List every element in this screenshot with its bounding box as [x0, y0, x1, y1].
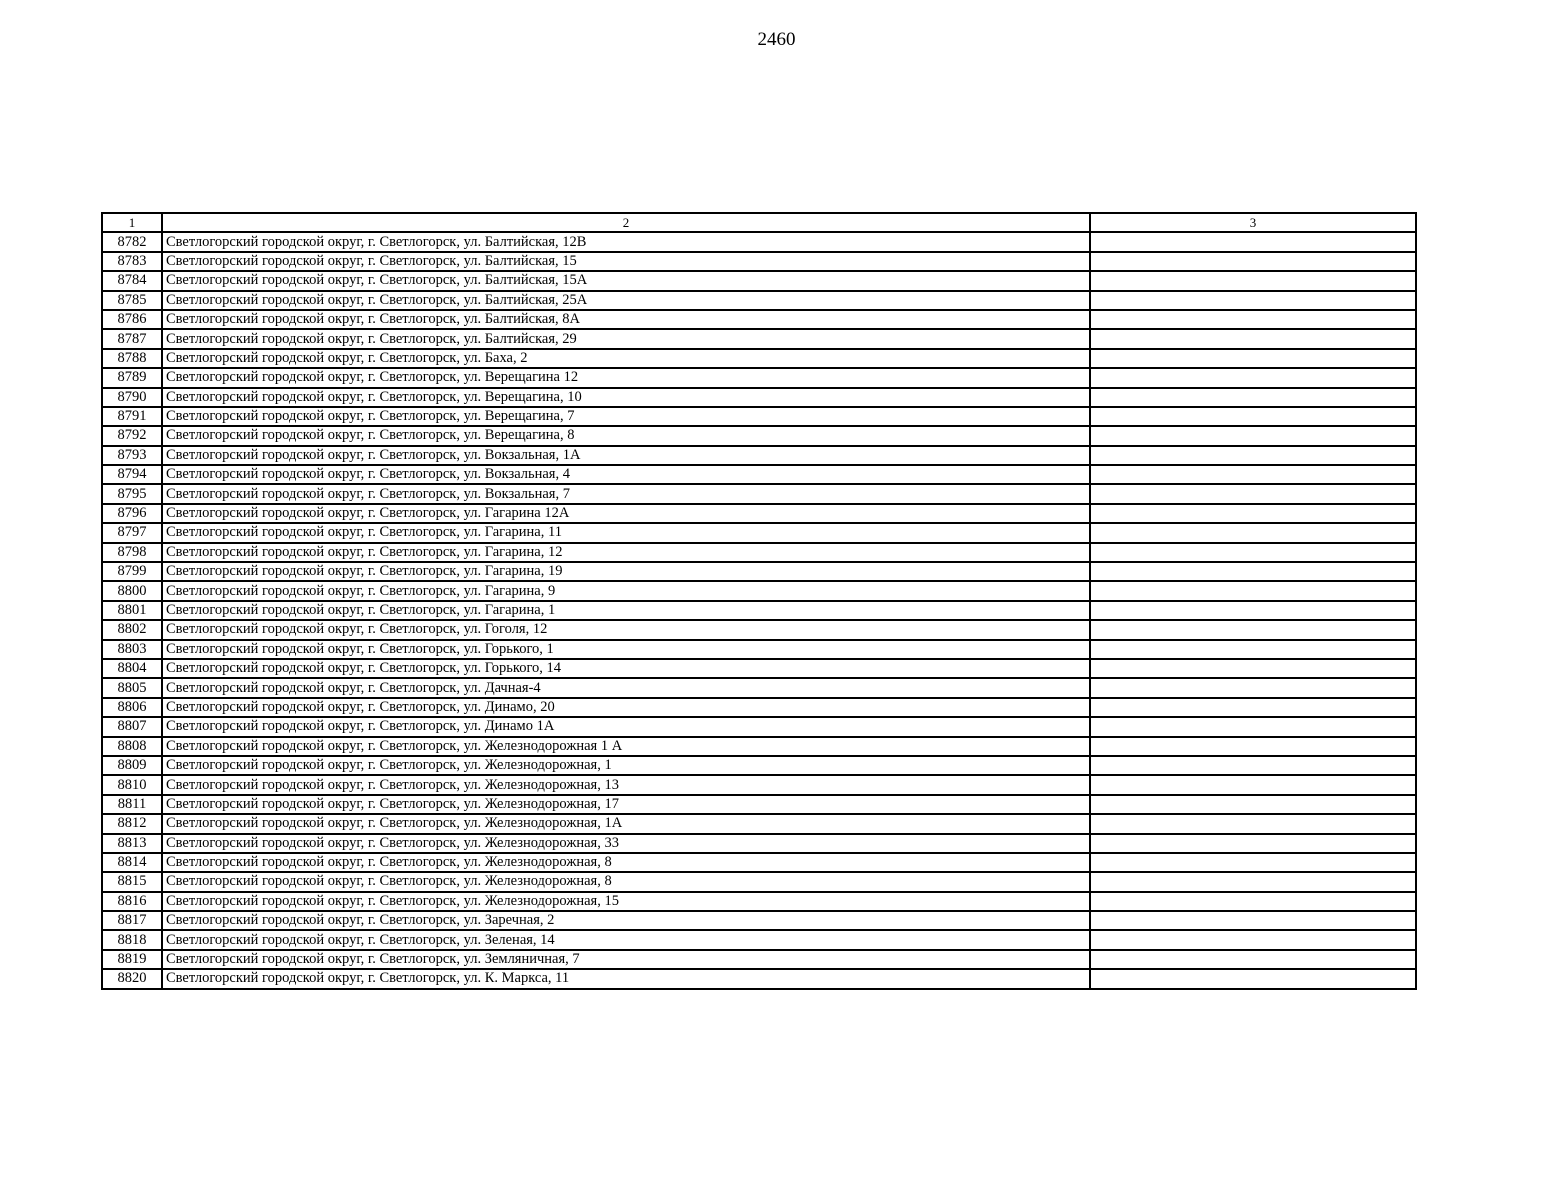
- note-cell: [1090, 581, 1416, 600]
- note-cell: [1090, 446, 1416, 465]
- table-row: [102, 892, 1416, 911]
- row-number-cell: 8805: [102, 678, 162, 697]
- note-cell: [1090, 950, 1416, 969]
- address-cell: Светлогорский городской округ, г. Светлогорск, ул. Гагарина, 1: [162, 601, 1090, 620]
- note-cell: [1090, 601, 1416, 620]
- row-number-cell: 8806: [102, 698, 162, 717]
- page-number: 2460: [757, 29, 796, 50]
- note-cell: [1090, 232, 1416, 251]
- table-row: [102, 368, 1416, 387]
- address-cell: Светлогорский городской округ, г. Светлогорск, ул. Верещагина, 10: [162, 388, 1090, 407]
- address-cell: Светлогорский городской округ, г. Светлогорск, ул. Гагарина, 19: [162, 562, 1090, 581]
- address-cell: Светлогорский городской округ, г. Светлогорск, ул. Гагарина 12А: [162, 504, 1090, 523]
- address-cell: Светлогорский городской округ, г. Светлогорск, ул. Вокзальная, 4: [162, 465, 1090, 484]
- table-row: [102, 504, 1416, 523]
- table-row: [102, 853, 1416, 872]
- note-cell: [1090, 698, 1416, 717]
- table-row: [102, 814, 1416, 833]
- address-cell: Светлогорский городской округ, г. Светлогорск, ул. Верещагина, 7: [162, 407, 1090, 426]
- row-number-cell: 8800: [102, 581, 162, 600]
- table-row: [102, 232, 1416, 251]
- header-row: [102, 213, 1416, 232]
- table-row: [102, 426, 1416, 445]
- address-cell: Светлогорский городской округ, г. Светлогорск, ул. Гоголя, 12: [162, 620, 1090, 639]
- note-cell: [1090, 562, 1416, 581]
- table-row: [102, 717, 1416, 736]
- table-row: [102, 620, 1416, 639]
- address-cell: Светлогорский городской округ, г. Светлогорск, ул. Железнодорожная, 8: [162, 853, 1090, 872]
- row-number-cell: 8811: [102, 795, 162, 814]
- table-row: [102, 698, 1416, 717]
- table-row: [102, 678, 1416, 697]
- note-cell: [1090, 659, 1416, 678]
- note-cell: [1090, 717, 1416, 736]
- note-cell: [1090, 543, 1416, 562]
- address-cell: Светлогорский городской округ, г. Светлогорск, ул. Балтийская, 29: [162, 329, 1090, 348]
- address-cell: Светлогорский городской округ, г. Светлогорск, ул. Вокзальная, 1А: [162, 446, 1090, 465]
- address-cell: Светлогорский городской округ, г. Светлогорск, ул. Зеленая, 14: [162, 930, 1090, 949]
- address-cell: Светлогорский городской округ, г. Светлогорск, ул. Заречная, 2: [162, 911, 1090, 930]
- row-number-cell: 8788: [102, 349, 162, 368]
- table-row: [102, 930, 1416, 949]
- table-row: [102, 911, 1416, 930]
- note-cell: [1090, 465, 1416, 484]
- row-number-cell: 8807: [102, 717, 162, 736]
- address-cell: Светлогорский городской округ, г. Светлогорск, ул. Железнодорожная, 1: [162, 756, 1090, 775]
- row-number-cell: 8798: [102, 543, 162, 562]
- note-cell: [1090, 426, 1416, 445]
- address-cell: Светлогорский городской округ, г. Светлогорск, ул. Железнодорожная 1 А: [162, 737, 1090, 756]
- note-cell: [1090, 853, 1416, 872]
- note-cell: [1090, 834, 1416, 853]
- row-number-cell: 8782: [102, 232, 162, 251]
- column-header-2: 2: [162, 213, 1090, 232]
- note-cell: [1090, 368, 1416, 387]
- address-cell: Светлогорский городской округ, г. Светлогорск, ул. Балтийская, 12В: [162, 232, 1090, 251]
- note-cell: [1090, 523, 1416, 542]
- row-number-cell: 8814: [102, 853, 162, 872]
- row-number-cell: 8799: [102, 562, 162, 581]
- address-cell: Светлогорский городской округ, г. Светлогорск, ул. Балтийская, 15: [162, 252, 1090, 271]
- note-cell: [1090, 640, 1416, 659]
- row-number-cell: 8785: [102, 291, 162, 310]
- note-cell: [1090, 329, 1416, 348]
- table-row: [102, 329, 1416, 348]
- note-cell: [1090, 678, 1416, 697]
- row-number-cell: 8795: [102, 484, 162, 503]
- row-number-cell: 8815: [102, 872, 162, 891]
- note-cell: [1090, 407, 1416, 426]
- note-cell: [1090, 484, 1416, 503]
- table-row: [102, 795, 1416, 814]
- row-number-cell: 8816: [102, 892, 162, 911]
- table-row: [102, 465, 1416, 484]
- address-cell: Светлогорский городской округ, г. Светлогорск, ул. Железнодорожная, 13: [162, 775, 1090, 794]
- note-cell: [1090, 252, 1416, 271]
- table-row: [102, 523, 1416, 542]
- table-row: [102, 252, 1416, 271]
- table-row: [102, 737, 1416, 756]
- row-number-cell: 8801: [102, 601, 162, 620]
- note-cell: [1090, 930, 1416, 949]
- row-number-cell: 8792: [102, 426, 162, 445]
- row-number-cell: 8808: [102, 737, 162, 756]
- row-number-cell: 8791: [102, 407, 162, 426]
- table-header: [102, 213, 1416, 232]
- note-cell: [1090, 620, 1416, 639]
- table-row: [102, 950, 1416, 969]
- table-row: [102, 581, 1416, 600]
- row-number-cell: 8789: [102, 368, 162, 387]
- table-row: [102, 271, 1416, 290]
- table-row: [102, 834, 1416, 853]
- note-cell: [1090, 969, 1416, 988]
- address-cell: Светлогорский городской округ, г. Светлогорск, ул. Гагарина, 11: [162, 523, 1090, 542]
- column-header-1: 1: [102, 213, 162, 232]
- row-number-cell: 8796: [102, 504, 162, 523]
- address-cell: Светлогорский городской округ, г. Светлогорск, ул. Верещагина 12: [162, 368, 1090, 387]
- table-row: [102, 407, 1416, 426]
- row-number-cell: 8804: [102, 659, 162, 678]
- note-cell: [1090, 775, 1416, 794]
- table-body: [102, 232, 1416, 988]
- note-cell: [1090, 349, 1416, 368]
- note-cell: [1090, 892, 1416, 911]
- address-cell: Светлогорский городской округ, г. Светлогорск, ул. Баха, 2: [162, 349, 1090, 368]
- address-cell: Светлогорский городской округ, г. Светлогорск, ул. Динамо 1А: [162, 717, 1090, 736]
- address-cell: Светлогорский городской округ, г. Светлогорск, ул. Железнодорожная, 1А: [162, 814, 1090, 833]
- table-row: [102, 484, 1416, 503]
- note-cell: [1090, 737, 1416, 756]
- address-cell: Светлогорский городской округ, г. Светлогорск, ул. Железнодорожная, 17: [162, 795, 1090, 814]
- row-number-cell: 8793: [102, 446, 162, 465]
- column-header-3: 3: [1090, 213, 1416, 232]
- address-cell: Светлогорский городской округ, г. Светлогорск, ул. Гагарина, 12: [162, 543, 1090, 562]
- note-cell: [1090, 814, 1416, 833]
- table-row: [102, 446, 1416, 465]
- row-number-cell: 8818: [102, 930, 162, 949]
- row-number-cell: 8786: [102, 310, 162, 329]
- address-cell: Светлогорский городской округ, г. Светлогорск, ул. К. Маркса, 11: [162, 969, 1090, 988]
- note-cell: [1090, 291, 1416, 310]
- table-row: [102, 969, 1416, 988]
- address-cell: Светлогорский городской округ, г. Светлогорск, ул. Железнодорожная, 8: [162, 872, 1090, 891]
- row-number-cell: 8803: [102, 640, 162, 659]
- table-row: [102, 310, 1416, 329]
- note-cell: [1090, 504, 1416, 523]
- row-number-cell: 8809: [102, 756, 162, 775]
- row-number-cell: 8784: [102, 271, 162, 290]
- address-cell: Светлогорский городской округ, г. Светлогорск, ул. Балтийская, 25А: [162, 291, 1090, 310]
- address-cell: Светлогорский городской округ, г. Светлогорск, ул. Балтийская, 8А: [162, 310, 1090, 329]
- address-cell: Светлогорский городской округ, г. Светлогорск, ул. Гагарина, 9: [162, 581, 1090, 600]
- address-cell: Светлогорский городской округ, г. Светлогорск, ул. Динамо, 20: [162, 698, 1090, 717]
- note-cell: [1090, 911, 1416, 930]
- table-row: [102, 756, 1416, 775]
- address-cell: Светлогорский городской округ, г. Светлогорск, ул. Балтийская, 15А: [162, 271, 1090, 290]
- table-row: [102, 388, 1416, 407]
- row-number-cell: 8797: [102, 523, 162, 542]
- note-cell: [1090, 271, 1416, 290]
- row-number-cell: 8810: [102, 775, 162, 794]
- table-row: [102, 640, 1416, 659]
- row-number-cell: 8783: [102, 252, 162, 271]
- address-cell: Светлогорский городской округ, г. Светлогорск, ул. Верещагина, 8: [162, 426, 1090, 445]
- note-cell: [1090, 756, 1416, 775]
- note-cell: [1090, 310, 1416, 329]
- table-row: [102, 659, 1416, 678]
- row-number-cell: 8812: [102, 814, 162, 833]
- address-cell: Светлогорский городской округ, г. Светлогорск, ул. Железнодорожная, 15: [162, 892, 1090, 911]
- row-number-cell: 8820: [102, 969, 162, 988]
- table-row: [102, 872, 1416, 891]
- row-number-cell: 8802: [102, 620, 162, 639]
- row-number-cell: 8813: [102, 834, 162, 853]
- note-cell: [1090, 388, 1416, 407]
- table-row: [102, 562, 1416, 581]
- address-cell: Светлогорский городской округ, г. Светлогорск, ул. Горького, 14: [162, 659, 1090, 678]
- table-row: [102, 601, 1416, 620]
- table-row: [102, 543, 1416, 562]
- row-number-cell: 8790: [102, 388, 162, 407]
- address-cell: Светлогорский городской округ, г. Светлогорск, ул. Земляничная, 7: [162, 950, 1090, 969]
- table-row: [102, 775, 1416, 794]
- row-number-cell: 8794: [102, 465, 162, 484]
- address-cell: Светлогорский городской округ, г. Светлогорск, ул. Дачная-4: [162, 678, 1090, 697]
- table-row: [102, 291, 1416, 310]
- address-cell: Светлогорский городской округ, г. Светлогорск, ул. Вокзальная, 7: [162, 484, 1090, 503]
- row-number-cell: 8819: [102, 950, 162, 969]
- note-cell: [1090, 872, 1416, 891]
- address-table: [101, 212, 1417, 990]
- address-cell: Светлогорский городской округ, г. Светлогорск, ул. Железнодорожная, 33: [162, 834, 1090, 853]
- address-cell: Светлогорский городской округ, г. Светлогорск, ул. Горького, 1: [162, 640, 1090, 659]
- note-cell: [1090, 795, 1416, 814]
- row-number-cell: 8787: [102, 329, 162, 348]
- row-number-cell: 8817: [102, 911, 162, 930]
- table-row: [102, 349, 1416, 368]
